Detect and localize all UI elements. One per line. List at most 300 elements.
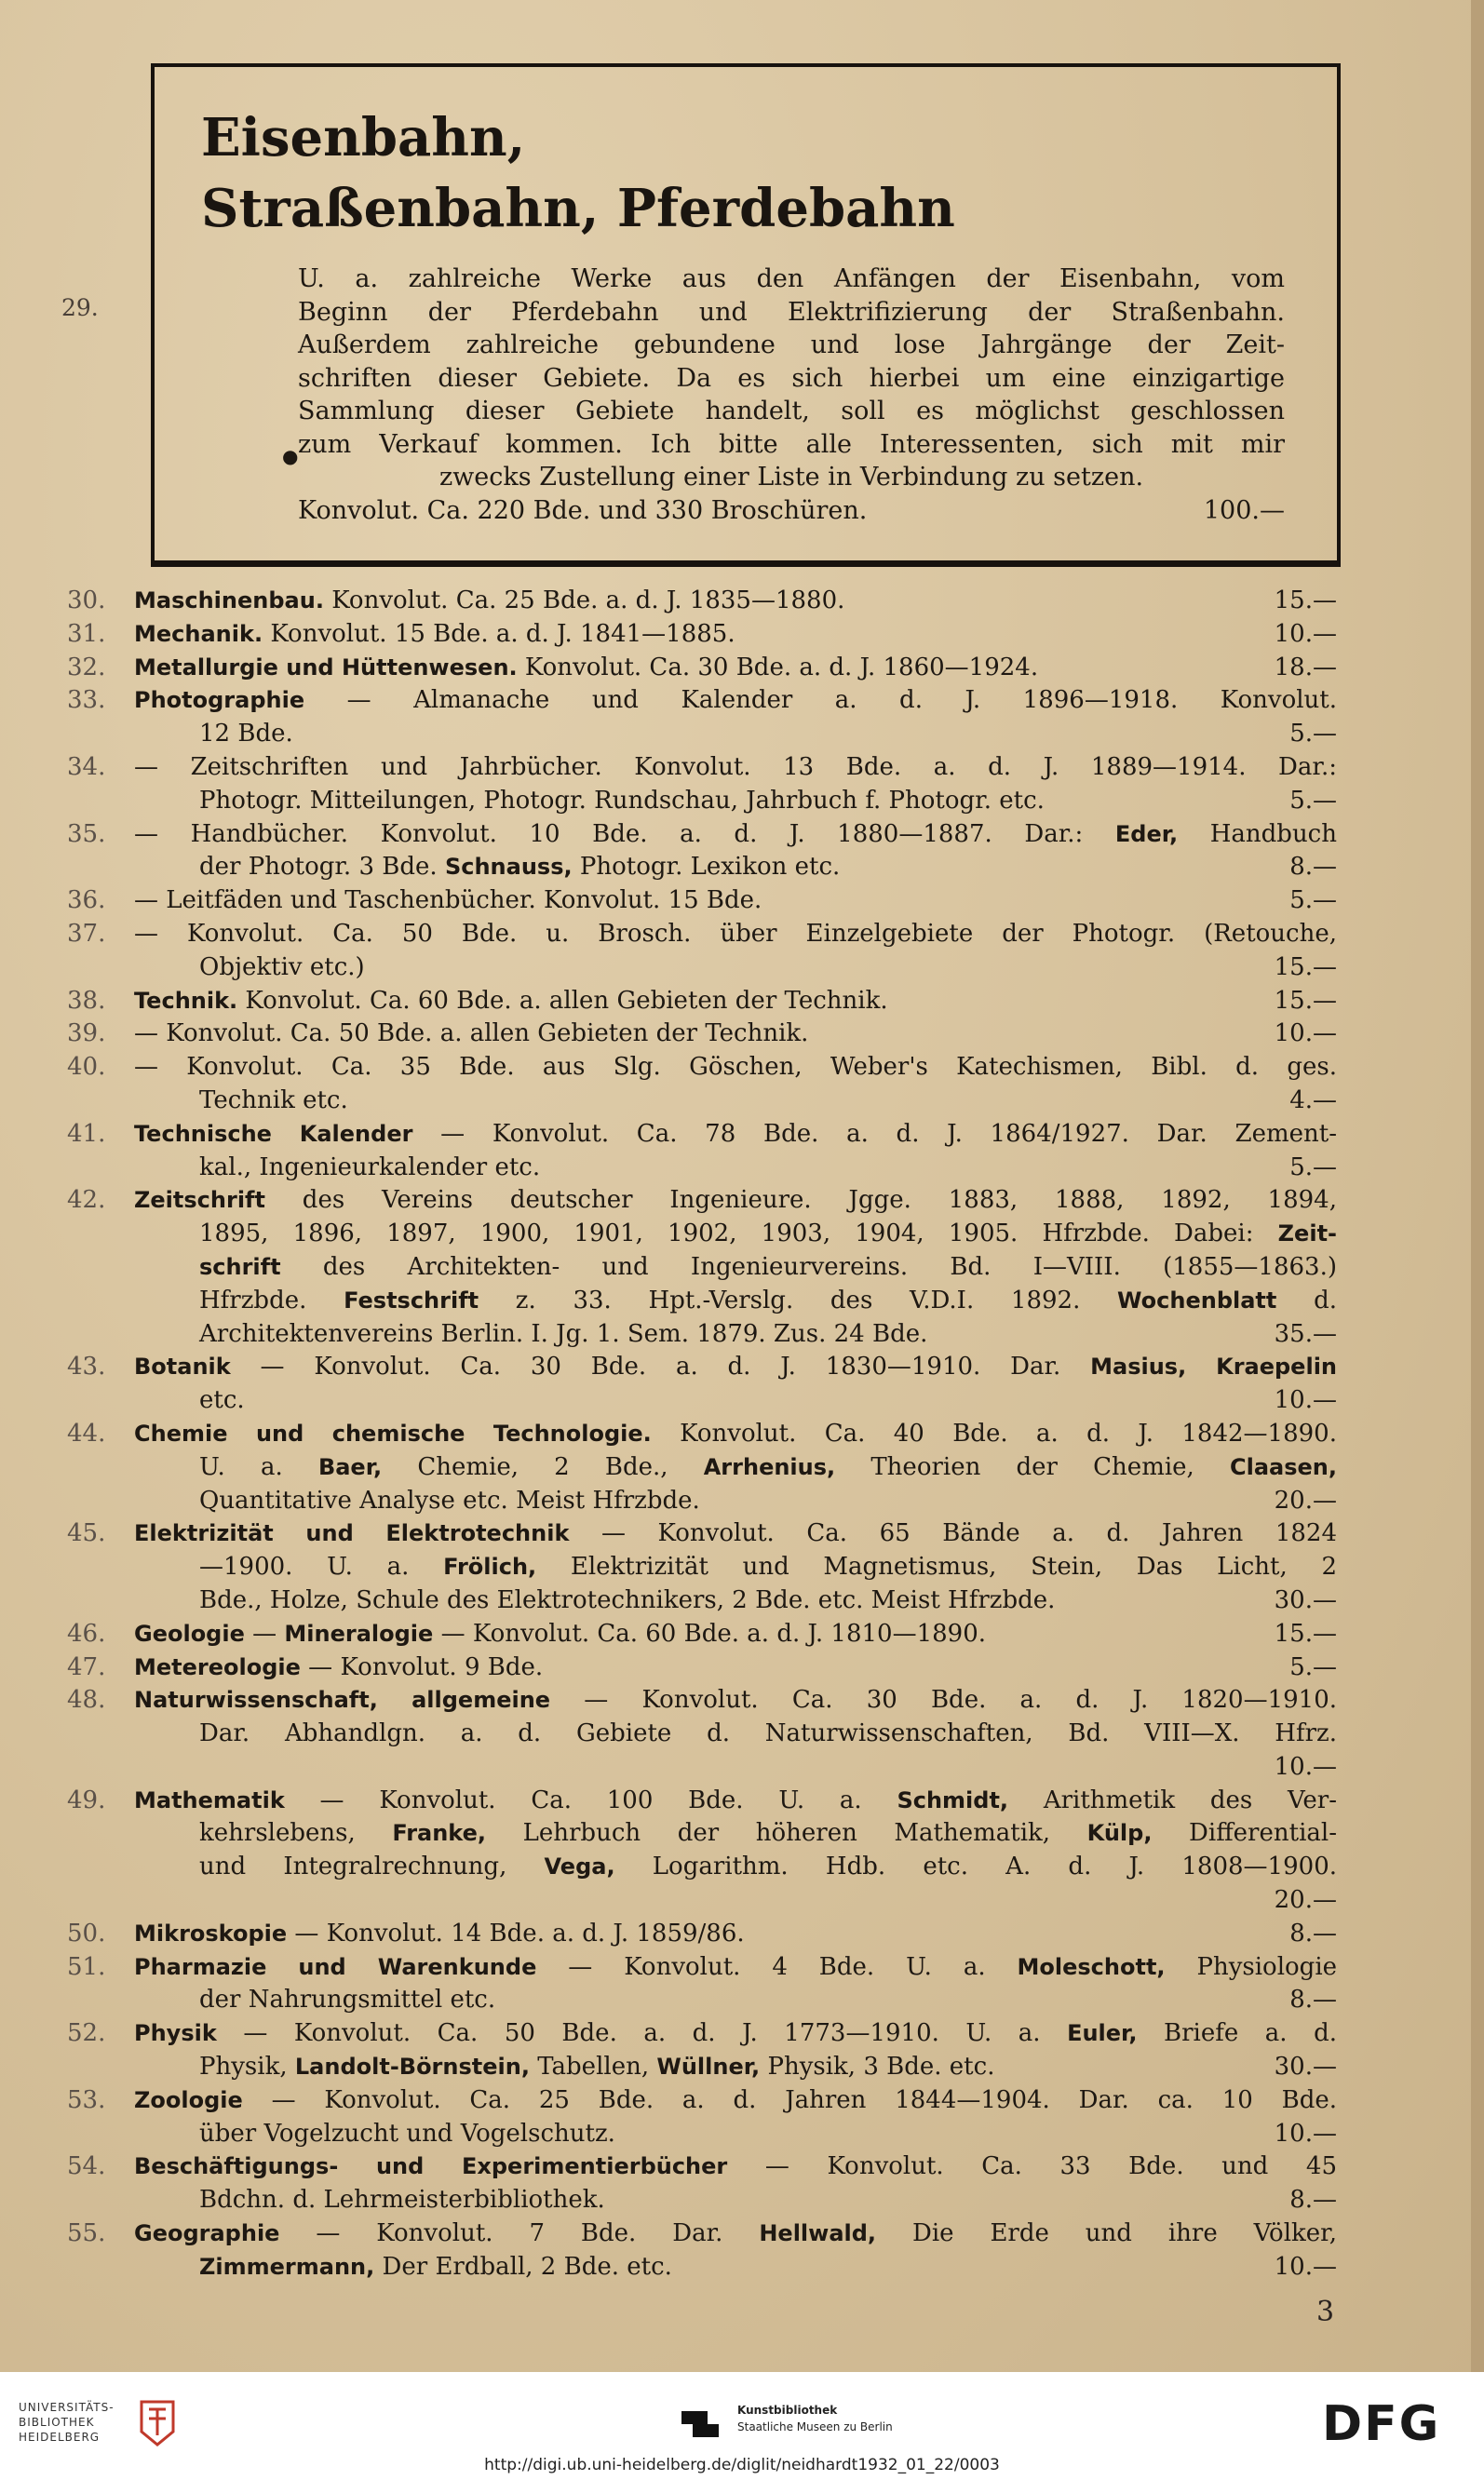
entry-continuation-line [0,1152,1484,1185]
entry-bold-term: Hellwald, [759,2220,877,2247]
entry-text [134,1785,1337,1818]
entry-continuation-line [0,785,1484,818]
entry-price: 8.— [1289,1919,1337,1948]
entry-plain-text: Elektrizität und Magnetismus, Stein, Das Licht, 2 [536,1553,1337,1582]
entry-plain-text: — Handbücher. Konvolut. 10 Bde. a. d. J. 1880—1887. Dar.: [134,819,1115,848]
entry-plain-text: Physik, 3 Bde. etc. [760,2053,995,2082]
entry-list [0,585,1484,2285]
entry-text [199,718,1337,751]
entry-text [134,2017,1337,2051]
entry-plain-text: Handbuch [1178,819,1337,848]
catalog-entry [0,1517,1484,1617]
entry-continuation-line [0,1218,1484,1251]
entry-number: 33. [67,686,106,715]
entry-plain-text: Logarithm. Hdb. etc. A. d. J. 1808—1900. [614,1853,1337,1881]
entry-plain-text: Arithmetik des Ver- [1008,1786,1337,1814]
entry-plain-text: Briefe a. d. [1137,2019,1337,2048]
entry-text-content [199,1152,540,1185]
entry-bold-term: Wochenblatt [1117,1287,1277,1314]
entry-plain-text: — Konvolut. Ca. 50 Bde. a. d. J. 1773—1910. U. a. [216,2019,1068,2048]
entry-text [199,851,1337,884]
entry-number: 41. [67,1119,106,1148]
entry-text [134,652,1337,685]
entry-text [134,1184,1337,1218]
entry-number: 54. [67,2152,106,2181]
entry-text [199,1085,1337,1118]
entry-price: 18.— [1274,653,1337,681]
entry-plain-text: Chemie, 2 Bde., [382,1452,704,1481]
entry-price: 20.— [1274,1886,1337,1915]
entry-price-holder [199,1751,1337,1785]
entry-plain-text: Lehrbuch der höheren Mathematik, [486,1819,1087,1848]
uni-logo-line: HEIDELBERG [19,2431,101,2444]
entry-bold-term: Landolt-Börnstein, [294,2054,530,2081]
entry-plain-text: Die Erde und ihre Völker, [876,2219,1337,2248]
entry-plain-text: über Vogelzucht und Vogelschutz. [199,2119,615,2148]
entry-price: 15.— [1274,986,1337,1015]
entry-text [134,1018,1337,1051]
entry-first-line [0,585,1484,618]
entry-text-content [134,585,844,618]
entry-text [199,1984,1337,2017]
catalog-entry [0,1651,1484,1685]
box-line: Außerdem zahlreiche gebundene und lose Jahrgänge der Zeit- [298,330,1285,359]
entry-bold-term: Mikroskopie [134,1920,288,1947]
entry-first-line [0,684,1484,718]
catalog-entry [0,1684,1484,1784]
entry-plain-text: kehrslebens, [199,1819,393,1848]
entry-continuation-line [0,1085,1484,1118]
entry-price: 8.— [1289,1986,1337,2015]
box-title-line1: Eisenbahn, [201,107,526,168]
entry-continuation-line [0,2184,1484,2217]
entry-plain-text: d. [1276,1286,1337,1314]
entry-text [134,1618,1337,1651]
entry-price: 10.— [1274,1019,1337,1048]
entry-text-content [199,1984,495,2017]
entry-bold-term: Metallurgie und Hüttenwesen. [134,654,518,681]
entry-plain-text: Konvolut. Ca. 40 Bde. a. d. J. 1842—1890. [651,1419,1337,1448]
entry-continuation-line [0,1384,1484,1418]
entry-first-line [0,618,1484,652]
entry-price: 35.— [1274,1319,1337,1348]
entry-price: 5.— [1289,1652,1337,1681]
box-line: U. a. zahlreiche Werke aus den Anfängen der Eisenbahn, vom [298,264,1285,293]
entry-bold-term: Claasen, [1230,1453,1337,1480]
entry-number: 36. [67,886,106,915]
entry-price: 10.— [1274,1386,1337,1415]
bullet-mark: ● [282,445,299,467]
entry-text [199,1718,1337,1751]
entry-number: 34. [67,752,106,781]
entry-bold-term: Zeit- [1277,1220,1337,1247]
entry-continuation-line [0,2251,1484,2285]
entry-text-content [199,2051,994,2084]
catalog-entry [0,1051,1484,1118]
entry-price: 10.— [1274,2119,1337,2148]
entry-plain-text: Physik, [199,2053,295,2082]
entry-plain-text: — Konvolut. Ca. 30 Bde. a. d. J. 1820—1910. [550,1686,1338,1715]
entry-first-line [0,1517,1484,1551]
entry-text-content [134,1918,745,1951]
entry-bold-term: Moleschott, [1017,1953,1166,1980]
entry-plain-text: —1900. U. a. [199,1553,444,1582]
entry-text-content [134,652,1038,685]
entry-bold-term: Beschäftigungs- und Experimentierbücher [134,2153,728,2180]
entry-first-line [0,751,1484,785]
entry-bold-term: Masius, Kraepelin [1090,1354,1338,1381]
entry-first-line [0,2217,1484,2251]
entry-first-line [0,2017,1484,2051]
entry-bold-term: Mathematik [134,1786,285,1813]
catalog-entry [0,684,1484,751]
box-line: schriften dieser Gebiete. Da es sich hierbei um eine einzigartige [298,363,1285,393]
entry-plain-text: und Integralrechnung, [199,1853,545,1881]
entry-plain-text: der Photogr. 3 Bde. [199,853,445,882]
entry-continuation-line [0,1718,1484,1751]
entry-text [199,2251,1337,2285]
entry-price: 5.— [1289,786,1337,815]
entry-plain-text: der Nahrungsmittel etc. [199,1986,496,2015]
entry-bold-term: Technik. [134,987,238,1014]
entry-plain-text: Konvolut. 15 Bde. a. d. J. 1841—1885. [263,619,735,648]
entry-price: 15.— [1274,1619,1337,1648]
entry-number: 32. [67,653,106,681]
catalog-entry [0,1351,1484,1418]
entry-price: 30.— [1274,1585,1337,1614]
entry-bold-term: Wüllner, [656,2054,761,2081]
entry-first-line [0,818,1484,852]
entry-bold-term: Metereologie [134,1653,301,1680]
entry-bold-term: Festschrift [344,1287,479,1314]
entry-first-line [0,1618,1484,1651]
entry-text [134,1951,1337,1985]
entry-number: 45. [67,1519,106,1548]
entry-bold-term: Zeitschrift [134,1187,265,1214]
entry-number: 48. [67,1686,106,1715]
kunstbibliothek-label [737,2402,893,2435]
kb-subtitle: Staatliche Museen zu Berlin [737,2420,893,2433]
entry-text [134,1418,1337,1451]
entry-bold-term: Chemie und chemische Technologie. [134,1420,652,1447]
entry-bold-term: Eder, [1114,820,1179,847]
entry-text [134,2084,1337,2118]
entry-number: 40. [67,1053,106,1082]
entry-price: 5.— [1289,1152,1337,1181]
entry-first-line [0,2084,1484,2118]
entry-first-line [0,1051,1484,1085]
catalog-entry [0,652,1484,685]
entry-number: 47. [67,1652,106,1681]
entry-continuation-line [0,1318,1484,1352]
entry-text [199,2051,1337,2084]
entry-text [199,1384,1337,1418]
entry-plain-text: Bde., Holze, Schule des Elektrotechnikers, 2 Bde. etc. Meist Hfrzbde. [199,1585,1056,1614]
entry-price: 30.— [1274,2053,1337,2082]
entry-bold-term: Euler, [1067,2020,1138,2047]
entry-price: 5.— [1289,720,1337,748]
box-title-line2: Straßenbahn, Pferdebahn [201,178,955,239]
entry-text [199,1318,1337,1352]
entry-plain-text: Objektiv etc.) [199,952,365,981]
entry-bold-term: Mechanik. [134,620,263,647]
kb-title: Kunstbibliothek [737,2404,838,2417]
entry-text-content [199,851,840,884]
entry-text-content [134,1651,543,1685]
entry-first-line [0,1184,1484,1218]
entry-text-content [199,2118,615,2151]
entry-price-line [0,1884,1484,1918]
box-last-line-text: Konvolut. Ca. 220 Bde. und 330 Broschüren. [298,495,868,525]
entry-text [199,1251,1337,1285]
entry-first-line [0,1418,1484,1451]
dfg-logo: DFG [1322,2396,1441,2452]
entry-text [199,1152,1337,1185]
entry-bold-term: Schnauss, [444,854,573,881]
entry-plain-text: des Vereins deutscher Ingenieure. Jgge. 1883, 1888, 1892, 1894, [264,1186,1337,1215]
entry-first-line [0,1018,1484,1051]
entry-plain-text: 1895, 1896, 1897, 1900, 1901, 1902, 1903, 1904, 1905. Hfrzbde. Dabei: [199,1220,1278,1248]
entry-text [134,618,1337,652]
entry-text-content [199,718,293,751]
entry-number: 50. [67,1919,106,1948]
entry-text [199,2184,1337,2217]
entry-number: 37. [67,919,106,948]
entry-continuation-line [0,718,1484,751]
entry-plain-text: Quantitative Analyse etc. Meist Hfrzbde. [199,1486,700,1515]
catalog-entry [0,1951,1484,2018]
entry-continuation-line [0,1451,1484,1485]
entry-price: 10.— [1274,2252,1337,2281]
entry-price-line [0,1751,1484,1785]
entry-text-content [199,2184,605,2217]
entry-bold-term: Geologie [134,1620,245,1647]
entry-text [134,1651,1337,1685]
entry-number: 53. [67,2085,106,2114]
entry-plain-text: — Konvolut. Ca. 30 Bde. a. d. J. 1830—1910. Dar. [230,1353,1091,1382]
catalog-entry [0,1918,1484,1951]
entry-text [199,951,1337,985]
entry-text [134,1918,1337,1951]
catalog-entry [0,918,1484,985]
entry-bold-term: Pharmazie und Warenkunde [134,1953,537,1980]
entry-text-content [134,884,762,918]
entry-bold-term: Mineralogie [284,1620,434,1647]
box-line: zum Verkauf kommen. Ich bitte alle Interessenten, sich mit mir [298,429,1285,459]
kunstbibliothek-logo-icon [680,2406,721,2443]
entry-text-content [199,1085,348,1118]
entry-plain-text: — Konvolut. Ca. 65 Bände a. d. Jahren 1824 [569,1519,1337,1548]
entry-plain-text: Dar. Abhandlgn. a. d. Gebiete d. Naturwissenschaften, Bd. VIII—X. Hfrz. [199,1719,1337,1748]
entry-text [134,684,1337,718]
entry-text [134,1118,1337,1152]
entry-continuation-line [0,1984,1484,2017]
entry-bold-term: Botanik [134,1354,231,1381]
entry-first-line [0,1351,1484,1384]
entry-plain-text: — Konvolut. Ca. 78 Bde. a. d. J. 1864/1927. Dar. Zement- [412,1119,1337,1148]
entry-text [134,1351,1337,1384]
entry-text [199,1218,1337,1251]
catalog-entry [0,585,1484,618]
entry-bold-term: Photographie [134,687,305,714]
entry-first-line [0,1785,1484,1818]
entry-text [134,1051,1337,1085]
entry-text [199,1551,1337,1584]
entry-bold-term: Frölich, [443,1554,537,1581]
entry-text [134,818,1337,852]
entry-bold-term: Elektrizität und Elektrotechnik [134,1520,570,1547]
entry-price: 5.— [1289,886,1337,915]
entry-plain-text: — Konvolut. Ca. 33 Bde. und 45 [727,2152,1337,2181]
entry-plain-text: — Konvolut. Ca. 100 Bde. U. a. [284,1786,897,1814]
entry-text-content [199,785,1045,818]
entry-text [134,1684,1337,1718]
entry-continuation-line [0,1485,1484,1518]
entry-plain-text: — Konvolut. Ca. 60 Bde. a. d. J. 1810—1890. [433,1619,987,1648]
catalog-entry [0,2017,1484,2084]
entry-continuation-line [0,851,1484,884]
entry-plain-text: des Architekten- und Ingenieurvereins. Bd. I—VIII. (1855—1863.) [280,1252,1337,1281]
entry-first-line [0,652,1484,685]
box-price: 100.— [1203,495,1285,525]
entry-text [199,1451,1337,1485]
entry-plain-text: — Almanache und Kalender a. d. J. 1896—1918. Konvolut. [304,686,1337,715]
entry-bold-term: Zoologie [134,2086,243,2113]
entry-first-line [0,1918,1484,1951]
entry-plain-text: Photogr. Lexikon etc. [572,853,841,882]
uni-logo-line: BIBLIOTHEK [19,2416,95,2429]
entry-text [134,918,1337,951]
entry-text [134,2150,1337,2184]
entry-text [134,985,1337,1018]
entry-plain-text: Physiologie [1165,1952,1338,1981]
source-url[interactable]: http://digi.ub.uni-heidelberg.de/diglit/neidhardt1932_01_22/0003 [484,2456,1000,2474]
catalog-entry [0,2084,1484,2151]
entry-number: 35. [67,819,106,848]
entry-number: 49. [67,1786,106,1814]
entry-plain-text: — Leitfäden und Taschenbücher. Konvolut. 15 Bde. [134,886,762,915]
entry-plain-text: — Konvolut. 4 Bde. U. a. [536,1952,1018,1981]
catalog-entry [0,985,1484,1018]
entry-text-content [134,1018,808,1051]
entry-continuation-line [0,2051,1484,2084]
entry-continuation-line [0,2118,1484,2151]
entry-text [199,2118,1337,2151]
entry-plain-text: — Konvolut. Ca. 25 Bde. a. d. Jahren 1844—1904. Dar. ca. 10 Bde. [242,2085,1337,2114]
entry-plain-text: Konvolut. Ca. 60 Bde. a. allen Gebieten der Technik. [237,986,888,1015]
entry-plain-text: — Konvolut. Ca. 50 Bde. a. allen Gebieten der Technik. [134,1019,809,1048]
catalog-entry [0,1618,1484,1651]
entry-first-line [0,1684,1484,1718]
entry-plain-text: — Zeitschriften und Jahrbücher. Konvolut. 13 Bde. a. d. J. 1889—1914. Dar.: [134,752,1337,781]
entry-number: 39. [67,1019,106,1048]
catalog-entry [0,1118,1484,1185]
entry-plain-text: — [244,1619,285,1648]
entry-plain-text: — Konvolut. 7 Bde. Dar. [279,2219,760,2248]
entry-price: 4.— [1289,1085,1337,1114]
box-line: Sammlung dieser Gebiete handelt, soll es möglichst geschlossen [298,397,1285,425]
entry-text [134,585,1337,618]
entry-text [134,751,1337,785]
catalog-entry [0,818,1484,885]
box-description [298,263,1285,527]
entry-bold-term: Franke, [392,1820,487,1847]
entry-price: 20.— [1274,1486,1337,1515]
entry-number: 55. [67,2219,106,2248]
entry-plain-text: Konvolut. Ca. 30 Bde. a. d. J. 1860—1924. [517,653,1039,681]
entry-bold-term: schrift [199,1253,281,1280]
entry-number: 44. [67,1419,106,1448]
entry-bold-term: Naturwissenschaft, allgemeine [134,1687,551,1714]
entry-plain-text: Tabellen, [529,2053,657,2082]
page-number: 3 [1316,2296,1335,2328]
entry-text-content [199,951,365,985]
entry-text [199,1817,1337,1851]
university-library-logo [19,2400,115,2445]
entry-plain-text: Der Erdball, 2 Bde. etc. [374,2252,672,2281]
entry-first-line [0,884,1484,918]
entry-number: 43. [67,1353,106,1382]
entry-price: 10.— [1274,1752,1337,1781]
entry-price-holder [199,1884,1337,1918]
catalog-entry [0,884,1484,918]
entry-price: 10.— [1274,619,1337,648]
entry-plain-text: 12 Bde. [199,720,293,748]
entry-text-content [199,1485,700,1518]
entry-continuation-line [0,1817,1484,1851]
entry-plain-text: kal., Ingenieurkalender etc. [199,1152,541,1181]
entry-first-line [0,1651,1484,1685]
entry-text [199,1485,1337,1518]
entry-continuation-line [0,1285,1484,1318]
entry-text-content [199,1584,1055,1618]
box-line: Beginn der Pferdebahn und Elektrifizierung der Straßenbahn. [298,297,1285,327]
box-entry-number: 29. [61,294,99,321]
entry-text [134,884,1337,918]
entry-plain-text: etc. [199,1386,245,1415]
entry-bold-term: Külp, [1086,1820,1153,1847]
entry-text [134,1517,1337,1551]
entry-continuation-line [0,1251,1484,1285]
entry-price: 15.— [1274,586,1337,614]
box-line: zwecks Zustellung einer Liste in Verbindung zu setzen. [438,463,1144,492]
entry-bold-term: Schmidt, [897,1786,1009,1813]
entry-number: 38. [67,986,106,1015]
entry-text [199,1285,1337,1318]
entry-first-line [0,1118,1484,1152]
entry-first-line [0,918,1484,951]
entry-continuation-line [0,1551,1484,1584]
entry-price: 8.— [1289,853,1337,882]
entry-first-line [0,1951,1484,1985]
entry-plain-text: Differential- [1152,1819,1337,1848]
entry-text [199,1851,1337,1884]
entry-bold-term: Vega, [544,1853,615,1880]
entry-bold-term: Maschinenbau. [134,587,324,613]
university-seal-icon [134,2394,181,2450]
entry-plain-text: Konvolut. Ca. 25 Bde. a. d. J. 1835—1880. [323,586,845,614]
entry-text [199,785,1337,818]
entry-continuation-line [0,1851,1484,1884]
entry-number: 51. [67,1952,106,1981]
entry-bold-term: Geographie [134,2220,280,2247]
entry-plain-text: — Konvolut. 14 Bde. a. d. J. 1859/86. [287,1919,745,1948]
entry-first-line [0,2150,1484,2184]
catalog-entry [0,1785,1484,1918]
entry-plain-text: — Konvolut. 9 Bde. [300,1652,544,1681]
entry-bold-term: Baer, [317,1453,383,1480]
entry-plain-text: Theorien der Chemie, [835,1452,1230,1481]
